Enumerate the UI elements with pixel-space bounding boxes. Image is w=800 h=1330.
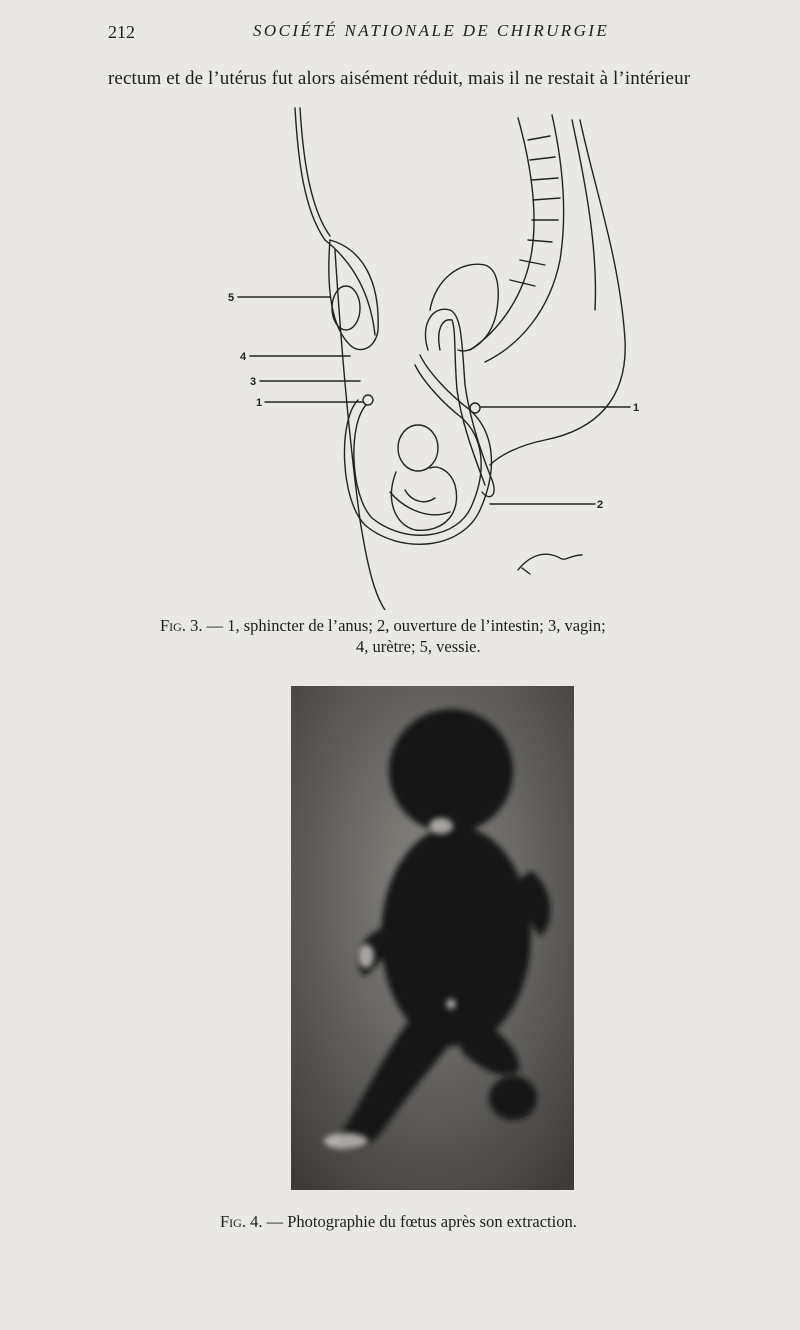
- figure-3-caption-line-2: 4, urètre; 5, vessie.: [356, 637, 481, 656]
- label-3: 3: [250, 376, 257, 388]
- label-2: 2: [597, 499, 604, 511]
- figure-4-caption-text: — Photographie du fœtus après son extraction.: [262, 1212, 577, 1231]
- figure-4-fetus-photograph: [291, 686, 574, 1190]
- figure-3-number: Fig. 3.: [160, 616, 203, 635]
- page-number: 212: [108, 22, 135, 42]
- label-4: 4: [240, 351, 247, 363]
- figure-3-caption-text-1: — 1, sphincter de l’anus; 2, ouverture de l’intestin; 3, vagin;: [202, 616, 606, 635]
- figure-3-caption-line-1: [160, 616, 606, 636]
- running-title: SOCIÉTÉ NATIONALE DE CHIRURGIE: [253, 21, 610, 40]
- label-5: 5: [228, 292, 235, 304]
- figure-4-number: Fig. 4.: [220, 1212, 263, 1231]
- body-text-line: rectum et de l’utérus fut alors aisément réduit, mais il ne restait à l’intérieur: [108, 68, 691, 89]
- figure-3-anatomical-drawing: [200, 100, 660, 610]
- label-1-left: 1: [256, 397, 263, 409]
- label-1-right: 1: [633, 402, 640, 414]
- figure-4-caption: [220, 1212, 577, 1232]
